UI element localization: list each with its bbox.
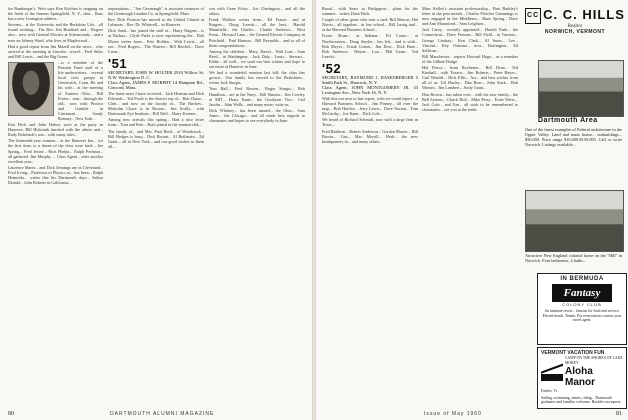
text-paragraph: for Bamberger's. West says Ken Kitchen is stepping on the heels of the famous Springfield, N. Y., shot... Buss has a new Lexington address... <box>8 6 103 22</box>
bermuda-heading: IN BERMUDA <box>560 276 604 282</box>
left-column-2: terpretations... "Jon Cavanaugh" is assistant treasurer of the Greenough Lumber Co. at Springfield, Mass. Rev. Dick Preston has moved to the United Church at Lebanon... Rev. Dr. Whitwell... in Hanover. Dick Sand... has joined the staff of... Harry Nugent... is at Nashua... Clyde Parks is now representing the... Bob Morse writes from... Pete Holden... Walt Lewis... all see... Fred Rogers... The Warren... Bill Reichel... Dave Coon... '51 SECRETARY, JOHN W. HOLTER 2910 Willow St. N.W. Washington D. C. Class Agent, JAMES F. MURPHY 14 Hampton Rd., Concord, Mass. The latest news I have received... Jack Herman and Dick Edwards... Ted Poole is the district rep of... Bob Chase... Clint... and now on the faculty of... The Birches... Malcolm Chase is in Boston... Jim Scully... with Dartmouth Eye Institute... Bill Weil... Harry Kremer... Among new arrivals this spring... Had a nice letter from... Tom and Pete... Both joined in the reunion talk... The family of... and Mrs. Paul Reed... of Woodstock... Bill Hedges is busy... Dick Bryant... Al Rothstein... Ed Grant... all in New York... and our good wishes to them all... <box>108 6 204 149</box>
monogram-icon: CC <box>525 8 541 24</box>
page-footer: DARTMOUTH ALUMNI MAGAZINE <box>110 411 215 417</box>
bermuda-body: An intimate resort... famous for food and service. Private beach. Tennis. For reservations contact your travel agent. <box>542 309 622 323</box>
aloha-heading: VERMONT VACATION FUN <box>541 350 605 356</box>
dartmouth-area-caption: One of the finest examples of Federal architecture in the Upper Valley. Land and main house... outbuildings... $50,000. Price range $10,000-$150,000. Call or write Norwich. Listings available... <box>525 127 622 147</box>
text-paragraph: Among new arrivals this spring... Had a nice letter from... Tom and Pete... Both joined in the reunion talk... <box>108 117 204 128</box>
right-column-1: Raoul... with Sears in Bridgeport... plans for the summer... writes Dana Fitch. Couple of other gents who sent a card: Bill Marcus, Hal Norris... all together... in law school... Bill Lustig and... at the Harvard Business School... Foster Sloan... at Indiana... Ed Carter... at Northwestern... Doug Snyder... has left... and is with... Bob Meyer... Frank Cotton... Jim Dow... Dick Hare... Bob Andrews... Wayne... Lou... Phil Grant... Ted Leavitt... '52 SECRETARY, RAYMOND J. RASENBERGER 5 Smith Park St., Hancock, N. Y. Class Agent, JOHN MONTGOMERY JR. 33 Lexington Ave., New York 16, N. Y. With this our next to last report, wish we could report... a Harvard Business School... Jim Pinney... all over the map... Bob Hawley... Jerry Lewis... Dave Norton... Tom McCarthy... Joe Kane... Dick Cole... We heard of Richard Schmidt, now with a large firm in Texas... Fred Baldwin... Robert Anderson... Gordon Mason... Bill Brown... Gus... Mac Merrill... Herb... the new headquarters in... and many others. <box>322 6 418 144</box>
class-heading: '51 SECRETARY, JOHN W. HOLTER 2910 Willow St. N.W. Washington D. C. Class Agent, JAMES F. MURPHY 14 Hampton Rd., Concord, Mass. <box>108 55 204 90</box>
text-paragraph: son with Gene Foley... Joe Cherington... and all the others. <box>209 6 305 17</box>
aloha-manor-ad[interactable] <box>537 347 627 409</box>
portrait-photo <box>8 62 54 116</box>
class-agent: Class Agent, JAMES F. MURPHY 14 Hampton Rd., Concord, Mass. <box>108 79 204 90</box>
text-paragraph: Rev. Dick Preston has moved to the United Church at Lebanon... Rev. Dr. Whitwell... in Hanover. <box>108 17 204 28</box>
aloha-body: Sailing, swimming, tennis, riding... Dartmouth graduates and families welcome. Booklet on request. <box>541 395 622 405</box>
aloha-location: Fairlee, Vt. <box>541 389 559 394</box>
text-paragraph: We had a wonderful reunion last fall; the class has grown... Our family has moved to the Berkshires... writes Jack Sturgis. <box>209 70 305 86</box>
bermuda-colony-club-ad[interactable] <box>537 273 627 345</box>
right-column-2: Marc Kelley's assistant professorship... Bart Barkley's letter in the past month... Charles Fletcher Cummings is now engaged in the Middlesex... Buzz Spring... Dave and Ann Mountford... Sam Leighton... Jack Carey... recently appointed... Harold Nash... the Connecticut... Dave Parsons... Bill Field... in Toronto... George Lindsay... Ken Clark... Al Snow... Lee... Vincent... Roy Osborne... now... Burlington... Ed Sullivan... Bill Manchester... reports Howard Hugo... as a member of the Gilbert-Dodge. Hal Pierce... from Rochester... Bill Dean... Ted Kimball... with Texaco... Jim Roberts... Peter Hayes... Carl Wendel... Dick Ellis... Art... and best wishes from all of us. Gil Hurley... Dan Ross... John Stark... Bob Warner... Jim Lambert... Andy Grant... Don Brown... has taken over... with his new family... the Bell System... Chuck Holt... Mike Perry... Ernie Weiss... Jack Cole... and Jim... all wish to be remembered to classmates... see you at the tenth. <box>422 6 518 112</box>
class-secretary: SECRETARY, RAYMOND J. RASENBERGER 5 Smith Park St., Hancock, N. Y. <box>322 74 418 85</box>
text-paragraph: Bill Manchester... reports Howard Hugo... as a member of the Gilbert-Dodge. <box>422 53 518 64</box>
page-number: 80 <box>8 411 14 417</box>
realtor-location: NORWICH, VERMONT <box>544 28 606 35</box>
realtor-name: CC C. C. HILLS <box>527 7 625 22</box>
class-agent: Class Agent, JOHN MONTGOMERY JR. 33 Lexington Ave., New York 16, N. Y. <box>322 84 418 95</box>
text-paragraph: Marc Kelley's assistant professorship... Bart Barkley's letter in the past month... Charles Fletcher Cummings is now engaged in the Middlesex... Buzz Spring... Dave and Ann Mountford... Sam Leighton... <box>422 6 518 27</box>
text-paragraph: Couple of other gents who sent a card: Bill Marcus, Hal Norris... all together... in law school... Bill Lustig and... at the Harvard Business School... <box>322 17 418 33</box>
estate-photo <box>525 190 624 252</box>
left-page <box>0 0 312 420</box>
hills-realtor-ad[interactable] <box>525 6 625 56</box>
realtor-subtitle: Realtor <box>567 23 583 29</box>
estate-caption: Attractive New England colonial home on the "Hill" in Norwich. Four bedrooms, 2 baths... <box>525 253 622 263</box>
aloha-name: Aloha Manor <box>565 366 595 389</box>
page-footer: Issue of May 1960 <box>424 411 482 417</box>
text-paragraph: terpretations... "Jon Cavanaugh" is assistant treasurer of the Greenough Lumber Co. at Springfield, Mass. <box>108 6 204 17</box>
text-paragraph: We heard of Richard Schmidt, now with a large firm in Texas... <box>322 117 418 128</box>
page-number: 81 <box>616 411 622 417</box>
aloha-camp: CAMP ON THE SHORES OF LAKE MOREY <box>565 356 623 365</box>
dartmouth-area-title: Dartmouth Area <box>538 117 598 124</box>
right-page <box>316 0 628 420</box>
left-column-1: for Bamberger's. West says Ken Kitchen is stepping on the heels of the famous Springfield, N. Y., shot... Buss has a new Lexington address... Stevens... at the University and the Berkshire Life... all found working... The Rev. Jim Bradford and... Rogers also... now with General Electric at Schenectady... and a note on Johnny Ward, who lives in Maplewood... Had a good report from Jim Mazell on the news... who arrived at the meeting in Lincoln... travel... Fred Stiles and Bill Lewis... and the Big Green. ...is a member of the Pension Fund staff of a life underwriters... several local civic groups in Greenwich, Conn. He and his wife... at the meeting of Eastern Ohio... Bill Foster... sent... through the old... now with Proctor and Gamble in Cincinnati... Sandy Ramsay... New York... Ken Fitch and John Halsey were at the party in Hanover; Bill Holcomb lunched with the others and... Rudy Rohrbach's son... with many tales... The thirteenth-year reunion... at the Hanover Inn... for the first time, to a dozen of the class were back... Joe Spring... Fred Irvine... Rich Phelps... Ralph Perlman... all gathered. Jim Murphy ... Class Agent... after another excellent year... Laurence Maret... and Dick Jennings are in Cleveland... Fred Irving... Professor of Physics at... has been... Ralph Heinricks... writes that his Dartmouth days... Arthur Ekdahl... John Roberts in California... <box>8 6 103 186</box>
house-photo <box>538 60 624 117</box>
text-paragraph: Ken Fitch and John Halsey were at the party in Hanover; Bill Holcomb lunched with the others and... Rudy Rohrbach's son... with many tales... <box>8 122 103 138</box>
text-paragraph: Raoul... with Sears in Bridgeport... plans for the summer... writes Dana Fitch. <box>322 6 418 17</box>
fantasy-logo: Fantasy <box>552 284 612 302</box>
class-heading: '52 SECRETARY, RAYMOND J. RASENBERGER 5 Smith Park St., Hancock, N. Y. Class Agent, JOHN MONTGOMERY JR. 33 Lexington Ave., New York 16, N. Y. <box>322 60 418 95</box>
colony-club-label: COLONY CLUB <box>562 302 602 307</box>
sailboat-icon <box>541 357 563 381</box>
left-column-3: son with Gene Foley... Joe Cherington... and all the others. Frank Wallace writes from... Ed Fraser... and at Rutgers... Doug Leavitt... all the best... Harold Mansfield... the Charles... Charlie Andrews... West Point... Howard Lane... the General Electric Company in Pittsfield... Paul Hanson... Bill Reynolds... and to all of them congratulations... Among the children... Mary, David... Walt Lutz... Sam Reed... in Washington... Jack Daly... Louis... Stewart... Eddie... all well... we send our best wishes and hope to see more at Hanover in June. We had a wonderful reunion last fall; the class has grown... Our family has moved to the Berkshires... writes Jack Sturgis. Tom Hall... Fred Bowen... Roger Sturgis... Bob Hamilton... are in the Navy... Bill Simons... Jim Cowley at MIT... Harry Kane... the Goodyear Tire... Carl Jacobs... John Wells... and many more; write us. Dick Whitney... has been named... the Ohio... Sam Ames... the Chicago... and all sends best regards to classmates and hopes to see everybody in June. <box>209 6 305 123</box>
text-paragraph: Had a good report from Jim Mazell on the news... who arrived at the meeting in Lincoln... travel... Fred Stiles and Bill Lewis... and the Big Green. <box>8 43 103 59</box>
class-secretary: SECRETARY, JOHN W. HOLTER 2910 Willow St. N.W. Washington D. C. <box>108 69 204 80</box>
